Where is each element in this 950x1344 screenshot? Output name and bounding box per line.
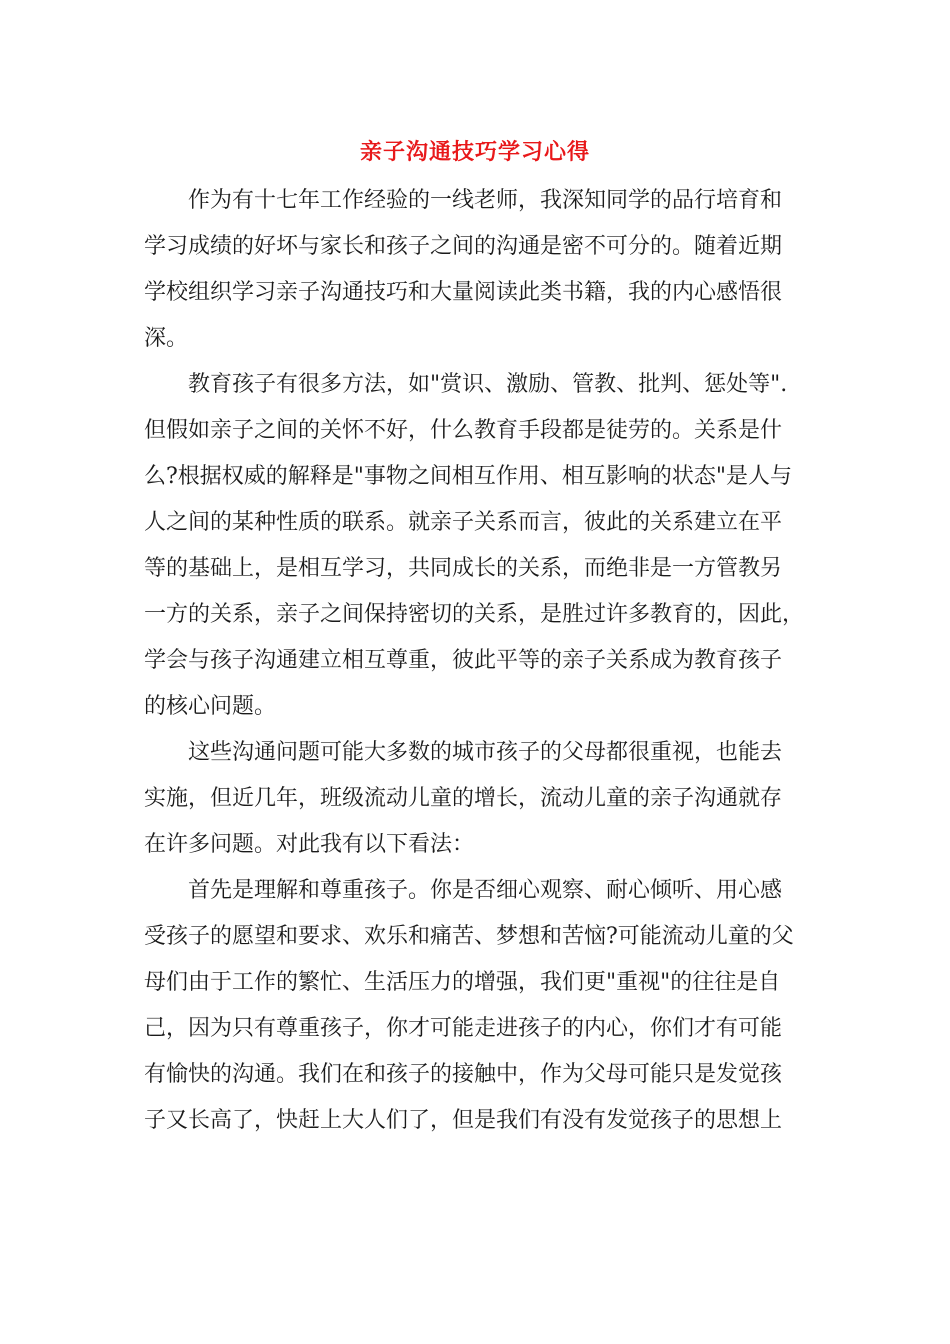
paragraph-line: 这些沟通问题可能大多数的城市孩子的父母都很重视，也能去 — [188, 740, 783, 765]
paragraph-line: 教育孩子有很多方法，如"赏识、激励、管教、批判、惩处等". — [188, 372, 788, 397]
paragraph-3 — [144, 730, 822, 868]
paragraph-line: 的核心问题。 — [144, 694, 277, 719]
document-title: 亲子沟通技巧学习心得 — [359, 139, 590, 165]
paragraph-line: 学习成绩的好坏与家长和孩子之间的沟通是密不可分的。随着近期 — [144, 234, 783, 259]
paragraph-2 — [144, 362, 822, 730]
paragraph-line: 实施，但近几年，班级流动儿童的增长，流动儿童的亲子沟通就存 — [144, 786, 783, 811]
paragraph-line: 作为有十七年工作经验的一线老师，我深知同学的品行培育和 — [188, 188, 783, 213]
paragraph-line: 母们由于工作的繁忙、生活压力的增强，我们更"重视"的往往是自 — [144, 970, 781, 995]
paragraph-line: 但假如亲子之间的关怀不好，什么教育手段都是徒劳的。关系是什 — [144, 418, 783, 443]
paragraph-line: 有愉快的沟通。我们在和孩子的接触中，作为父母可能只是发觉孩 — [144, 1062, 783, 1087]
paragraph-line: 受孩子的愿望和要求、欢乐和痛苦、梦想和苦恼?可能流动儿童的父 — [144, 924, 794, 949]
document-body — [144, 178, 822, 1144]
paragraph-line: 深。 — [144, 326, 189, 351]
paragraph-line: 人之间的某种性质的联系。就亲子关系而言，彼此的关系建立在平 — [144, 510, 783, 535]
paragraph-1 — [144, 178, 822, 362]
paragraph-line: 一方的关系，亲子之间保持密切的关系，是胜过许多教育的，因此， — [144, 602, 805, 627]
paragraph-line: 学会与孩子沟通建立相互尊重，彼此平等的亲子关系成为教育孩子 — [144, 648, 783, 673]
paragraph-line: 学校组织学习亲子沟通技巧和大量阅读此类书籍，我的内心感悟很 — [144, 280, 783, 305]
paragraph-line: 么?根据权威的解释是"事物之间相互作用、相互影响的状态"是人与 — [144, 464, 793, 489]
paragraph-line: 在许多问题。对此我有以下看法： — [144, 832, 475, 857]
paragraph-line: 首先是理解和尊重孩子。你是否细心观察、耐心倾听、用心感 — [188, 878, 783, 903]
paragraph-line: 等的基础上，是相互学习，共同成长的关系，而绝非是一方管教另 — [144, 556, 783, 581]
paragraph-4 — [144, 868, 822, 1144]
paragraph-line: 己，因为只有尊重孩子，你才可能走进孩子的内心，你们才有可能 — [144, 1016, 783, 1041]
paragraph-line: 子又长高了，快赶上大人们了，但是我们有没有发觉孩子的思想上 — [144, 1108, 783, 1133]
